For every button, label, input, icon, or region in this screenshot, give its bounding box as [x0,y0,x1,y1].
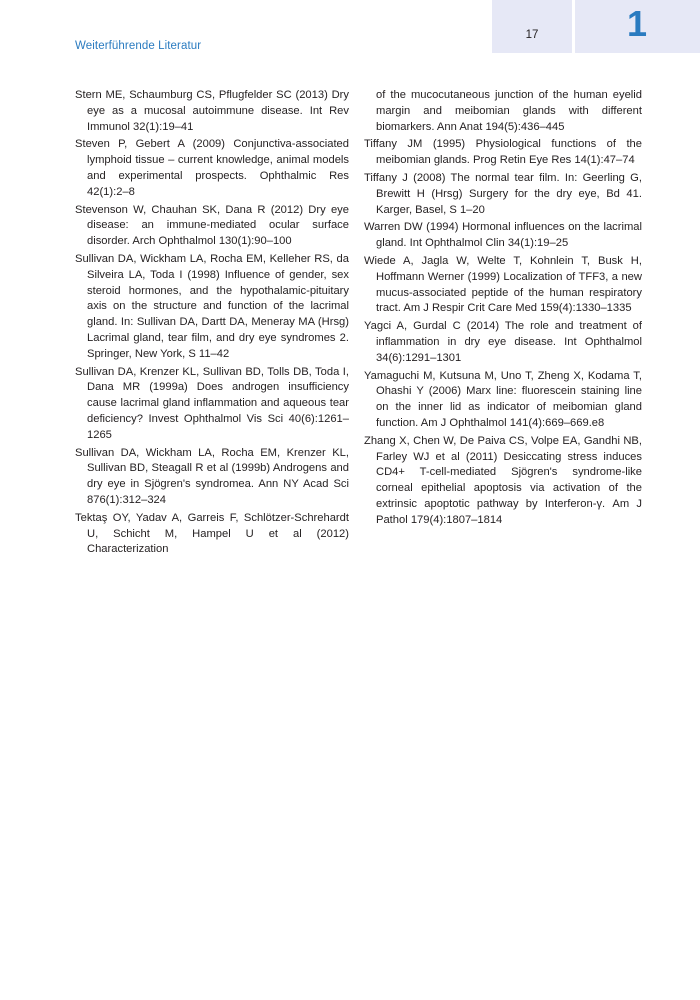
references-column-right [364,88,642,531]
reference-item: Sullivan DA, Wickham LA, Rocha EM, Kelleher RS, da Silveira LA, Toda I (1998) Influence of gender, sex steroid hormones, and the hypothalamic-pituitary axis on the structure and function of the lacrimal gland. In: Sullivan DA, Dartt DA, Meneray MA (Hrsg) Lacrimal gland, tear film, and dry eye syndromes 2. Springer, New York, S 11–42 [75,252,349,360]
chapter-number: 1 [626,3,647,44]
reference-item: Yagci A, Gurdal C (2014) The role and treatment of inflammation in dry eye disease. Int Ophthalmol 34(6):1291–1301 [364,320,642,364]
section-title: Weiterführende Literatur [75,40,202,52]
references-column-left [75,88,349,560]
reference-item: Tiffany J (2008) The normal tear film. In: Geerling G, Brewitt H (Hrsg) Surgery for the dry eye, Bd 41. Karger, Basel, S 1–20 [364,171,642,216]
reference-item: Yamaguchi M, Kutsuna M, Uno T, Zheng X, Kodama T, Ohashi Y (2006) Marx line: fluorescein staining line on the inner lid as indicator of meibomian gland function. Am J Ophthalmol 141(4):669–669.e8 [364,369,642,429]
reference-continuation: of the mucocutaneous junction of the human eyelid margin and meibomian glands with different biomarkers. Ann Anat 194(5):436–445 [376,89,642,133]
reference-item: Warren DW (1994) Hormonal influences on the lacrimal gland. Int Ophthalmol Clin 34(1):19–25 [364,221,642,250]
reference-item: Zhang X, Chen W, De Paiva CS, Volpe EA, Gandhi NB, Farley WJ et al (2011) Desiccating stress induces CD4+ T-cell-mediated Sjögren's syndrome-like corneal epithelial apoptosis via activation of the extrinsic apoptotic pathway by Interferon-γ. Am J Pathol 179(4):1807–1814 [364,434,642,526]
page-number-box [492,0,572,53]
reference-item: Stevenson W, Chauhan SK, Dana R (2012) Dry eye disease: an immune-mediated ocular surface disorder. Arch Ophthalmol 130(1):90–100 [75,203,349,248]
reference-item: Steven P, Gebert A (2009) Conjunctiva-associated lymphoid tissue – current knowledge, animal models and experimental prospects. Ophthalmic Res 42(1):2–8 [75,138,349,198]
reference-item: Tiffany JM (1995) Physiological functions of the meibomian glands. Prog Retin Eye Res 14(1):47–74 [364,138,642,167]
reference-item: Sullivan DA, Wickham LA, Rocha EM, Krenzer KL, Sullivan BD, Steagall R et al (1999b) Androgens and dry eye in Sjögren's syndromea. Ann NY Acad Sci 876(1):312–324 [75,446,349,506]
reference-item: Stern ME, Schaumburg CS, Pflugfelder SC (2013) Dry eye as a mucosal autoimmune disease. Int Rev Immunol 32(1):19–41 [75,89,349,133]
page-number: 17 [525,29,539,41]
chapter-tab [575,0,700,53]
reference-item: Wiede A, Jagla W, Welte T, Kohnlein T, Busk H, Hoffmann Werner (1999) Localization of TFF3, a new mucus-associated peptide of the human respiratory tract. Am J Respir Crit Care Med 159(4):1330–1335 [364,254,642,315]
reference-item: Tektaş OY, Yadav A, Garreis F, Schlötzer-Schrehardt U, Schicht M, Hampel U et al (2012) Characterization [75,511,349,556]
reference-item: Sullivan DA, Krenzer KL, Sullivan BD, Tolls DB, Toda I, Dana MR (1999a) Does androgen insufficiency cause lacrimal gland inflammation and aqueous tear deficiency? Invest Ophthalmol Vis Sci 40(6):1261–1265 [75,365,349,441]
